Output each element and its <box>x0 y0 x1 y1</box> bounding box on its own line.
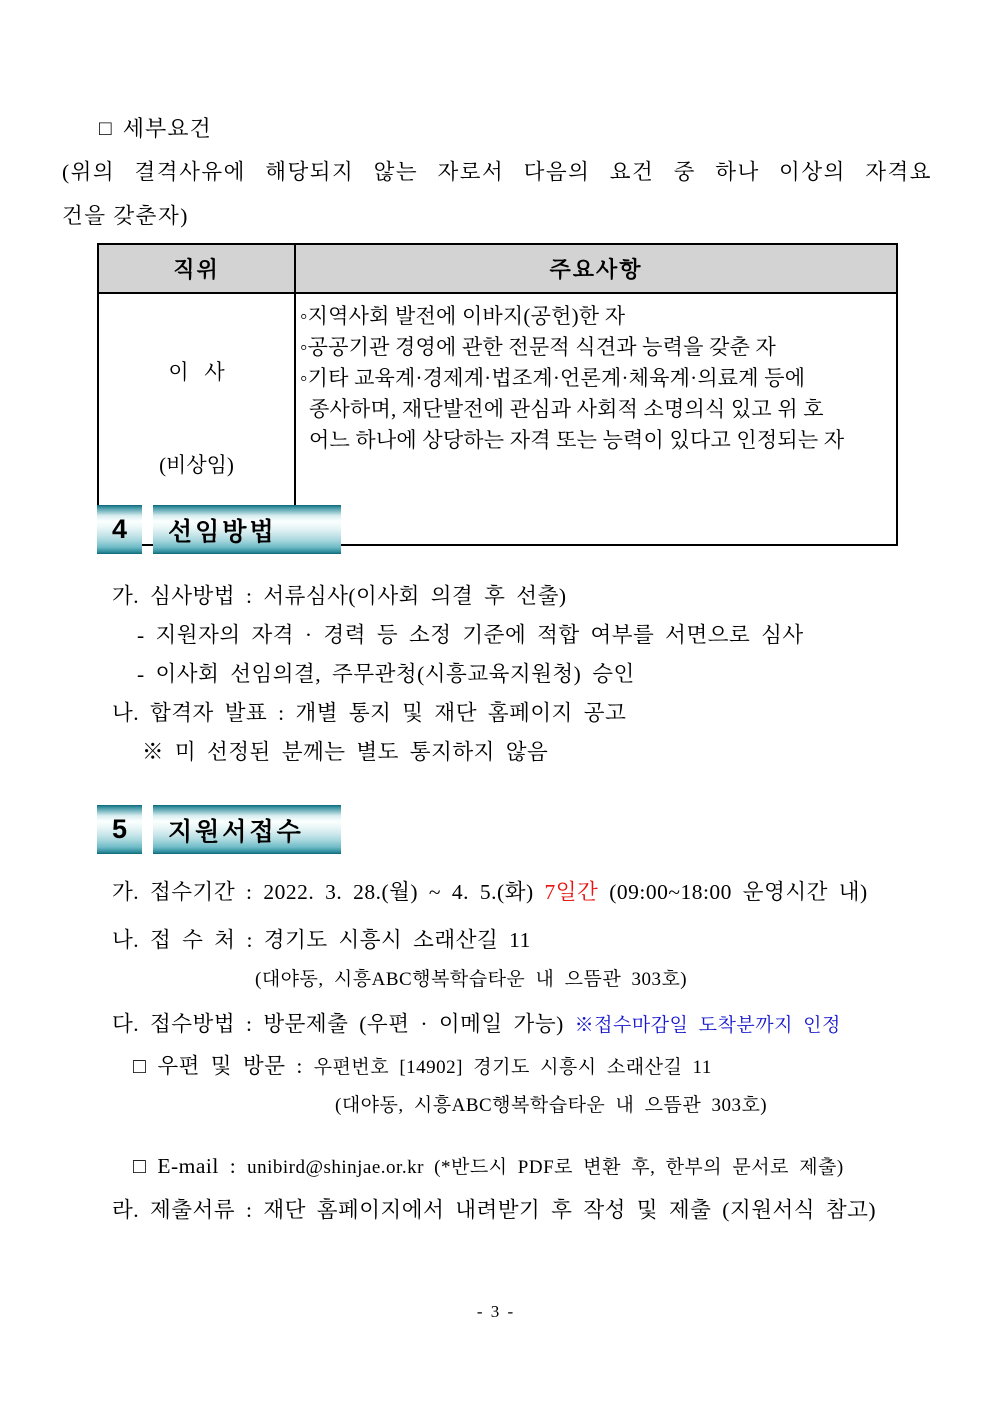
page-number: - 3 - <box>476 1302 516 1321</box>
email-label: □ E-mail : <box>133 1154 248 1178</box>
detail-item: ◦공공기관 경영에 관한 전문적 식견과 능력을 갖춘 자 <box>300 335 776 359</box>
email-note: (*반드시 PDF로 변환 후, 한부의 문서로 제출) <box>423 1157 844 1178</box>
position-title: 이 사 <box>168 360 225 384</box>
reception-address-detail-line: (대야동, 시흥ABC행복학습타운 내 으뜸관 303호) <box>255 969 688 990</box>
section-4-title: 선임방법 <box>153 505 341 554</box>
review-method-line: 가. 심사방법 : 서류심사(이사회 의결 후 선출) <box>112 584 567 608</box>
detail-item: ◦기타 교육계·경제계·법조계·언론계·체육계·의료계 등에 <box>300 366 806 390</box>
table-header-position: 직위 <box>98 244 295 293</box>
section-5-body <box>112 872 942 1230</box>
email-line <box>112 1146 942 1186</box>
table-header-details: 주요사항 <box>295 244 897 293</box>
reception-method-text: 다. 접수방법 : 방문제출 (우편 · 이메일 가능) <box>112 1012 575 1036</box>
submission-docs-line: 라. 제출서류 : 재단 홈페이지에서 내려받기 후 작성 및 제출 (지원서식 참고) <box>112 1198 877 1222</box>
reception-period-prefix: 가. 접수기간 : 2022. 3. 28.(월) ~ 4. 5.(화) <box>112 880 545 904</box>
section-4-header <box>97 505 341 554</box>
deadline-note: ※접수마감일 도착분까지 인정 <box>574 1015 841 1036</box>
detail-item: ◦지역사회 발전에 이바지(공헌)한 자 <box>300 304 626 328</box>
position-type: (비상임) <box>159 453 234 477</box>
section-5-number: 5 <box>97 805 142 854</box>
reception-address-line: 나. 접 수 처 : 경기도 시흥시 소래산길 11 <box>112 928 531 952</box>
section-4-number: 4 <box>97 505 142 554</box>
qualification-note <box>62 150 932 238</box>
board-approval-line: - 이사회 선임의결, 주무관청(시흥교육지원청) 승인 <box>137 662 635 686</box>
result-announce-line: 나. 합격자 발표 : 개별 통지 및 재단 홈페이지 공고 <box>112 701 627 725</box>
reception-period-line <box>112 872 942 912</box>
detail-item-continuation: 종사하며, 재단발전에 관심과 사회적 소명의식 있고 위 호 <box>309 397 824 421</box>
section-4-body <box>112 577 942 772</box>
table-header-row <box>98 244 897 293</box>
checkbox-icon: □ <box>99 116 113 140</box>
review-criteria-line: - 지원자의 자격 · 경력 등 소정 기준에 적합 여부를 서면으로 심사 <box>137 623 804 647</box>
detail-requirements-heading <box>99 112 212 143</box>
reception-period-hours: (09:00~18:00 운영시간 내) <box>598 880 868 904</box>
email-address: unibird@shinjae.or.kr <box>247 1157 424 1178</box>
detail-item-continuation: 어느 하나에 상당하는 자격 또는 능력이 있다고 인정되는 자 <box>309 428 845 452</box>
reception-method-line <box>112 1004 942 1044</box>
reception-period-duration: 7일간 <box>544 880 599 904</box>
mail-visit-label: □ 우편 및 방문 : <box>133 1054 314 1078</box>
qualification-note-line1: (위의 결격사유에 해당되지 않는 자로서 다음의 요건 중 하나 이상의 자격요 <box>62 160 932 184</box>
mail-visit-address-detail-line: (대야동, 시흥ABC행복학습타운 내 으뜸관 303호) <box>335 1095 768 1116</box>
details-cell <box>295 293 897 545</box>
position-requirements-table <box>97 243 898 546</box>
no-notify-note-line: ※ 미 선정된 분께는 별도 통지하지 않음 <box>142 740 549 764</box>
section-5-title: 지원서접수 <box>153 805 341 854</box>
qualification-note-line2: 건을 갖춘자) <box>62 204 189 228</box>
mail-visit-line <box>112 1046 942 1086</box>
detail-requirements-label: 세부요건 <box>122 116 212 141</box>
section-5-header <box>97 805 341 854</box>
mail-visit-address: 우편번호 [14902] 경기도 시흥시 소래산길 11 <box>313 1057 712 1078</box>
